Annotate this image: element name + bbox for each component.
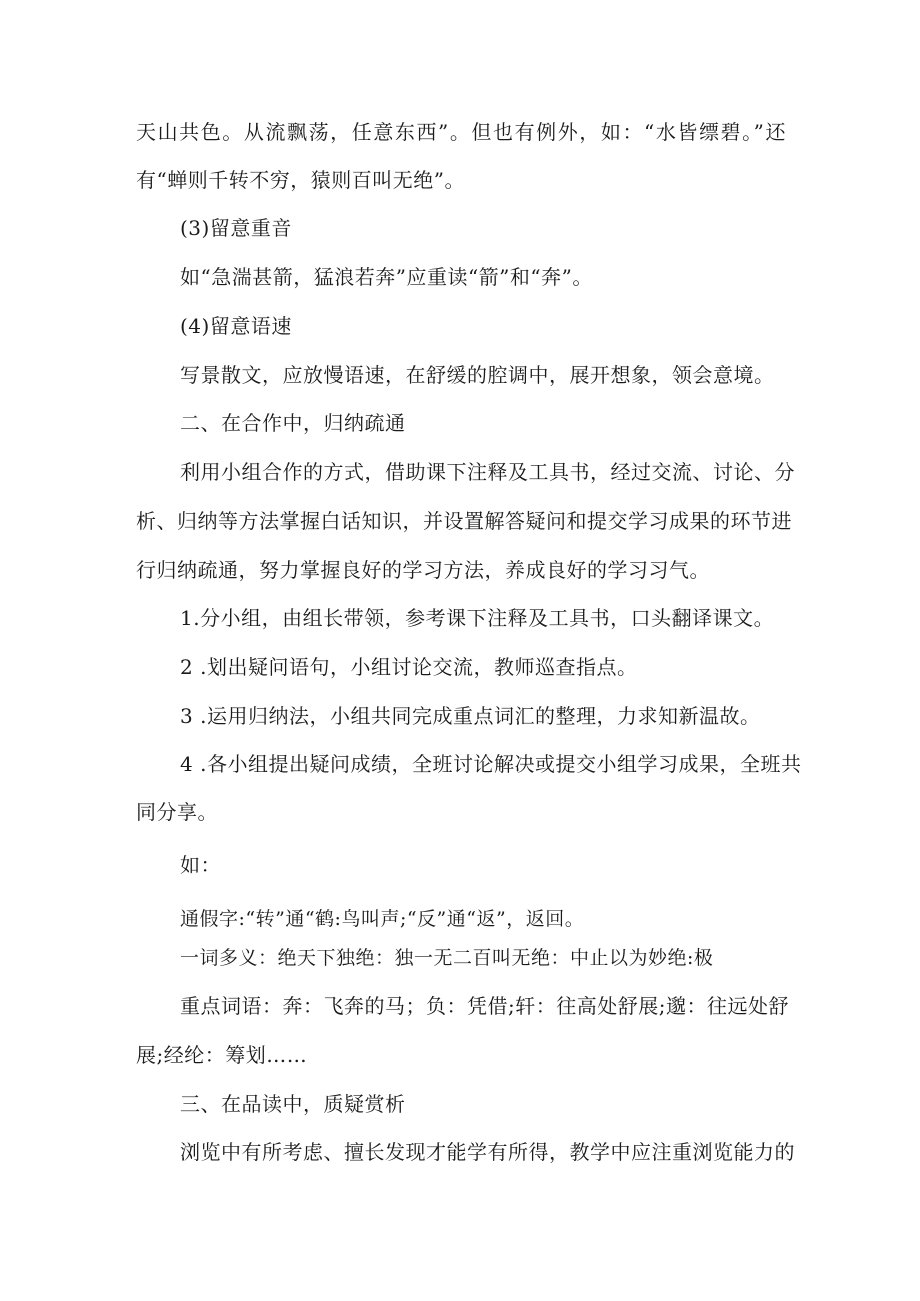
- paragraph-line: 如：: [180, 853, 221, 877]
- list-item: 3 .运用归纳法，小组共同完成重点词汇的整理，力求知新温故。: [180, 704, 761, 728]
- example-line: 重点词语：奔：飞奔的马；负：凭借;轩：往高处舒展;邈：往远处舒: [180, 994, 789, 1018]
- paragraph-line: 利用小组合作的方式，借助课下注释及工具书，经过交流、讨论、分: [180, 460, 795, 484]
- list-item: 2 .划出疑问语句，小组讨论交流，教师巡查指点。: [180, 655, 638, 679]
- paragraph-line: 行归纳疏通，努力掌握良好的学习方法，养成良好的学习习气。: [136, 558, 710, 582]
- paragraph-line: 天山共色。从流飘荡，任意东西”。但也有例外，如：“水皆缥碧。”还: [136, 120, 786, 144]
- example-line: 展;经纶：筹划……: [136, 1043, 308, 1067]
- paragraph-line: 浏览中有所考虑、擅长发现才能学有所得，教学中应注重浏览能力的: [180, 1140, 795, 1164]
- section-heading: 三、在品读中，质疑赏析: [180, 1092, 406, 1116]
- list-item: 4 .各小组提出疑问成绩，全班讨论解决或提交小组学习成果，全班共: [180, 752, 802, 776]
- paragraph-line: 如“急湍甚箭，猛浪若奔”应重读“箭”和“奔”。: [180, 265, 593, 289]
- paragraph-line: 写景散文，应放慢语速，在舒缓的腔调中，展开想象，领会意境。: [180, 363, 775, 387]
- paragraph-line: 同分享。: [136, 800, 218, 824]
- subheading: (3)留意重音: [180, 216, 292, 240]
- list-item: 1.分小组，由组长带领，参考课下注释及工具书，口头翻译课文。: [180, 606, 775, 630]
- paragraph-line: 有“蝉则千转不穷，猿则百叫无绝”。: [136, 168, 465, 192]
- paragraph-line: 析、归纳等方法掌握白话知识，并设置解答疑问和提交学习成果的环节进: [136, 509, 792, 533]
- section-heading: 二、在合作中，归纳疏通: [180, 411, 406, 435]
- example-line: 通假字:“转”通“鹤:鸟叫声;“反”通“返”，返回。: [180, 908, 585, 930]
- example-line: 一词多义：绝天下独绝：独一无二百叫无绝：中止以为妙绝:极: [180, 947, 714, 969]
- subheading: (4)留意语速: [180, 314, 292, 338]
